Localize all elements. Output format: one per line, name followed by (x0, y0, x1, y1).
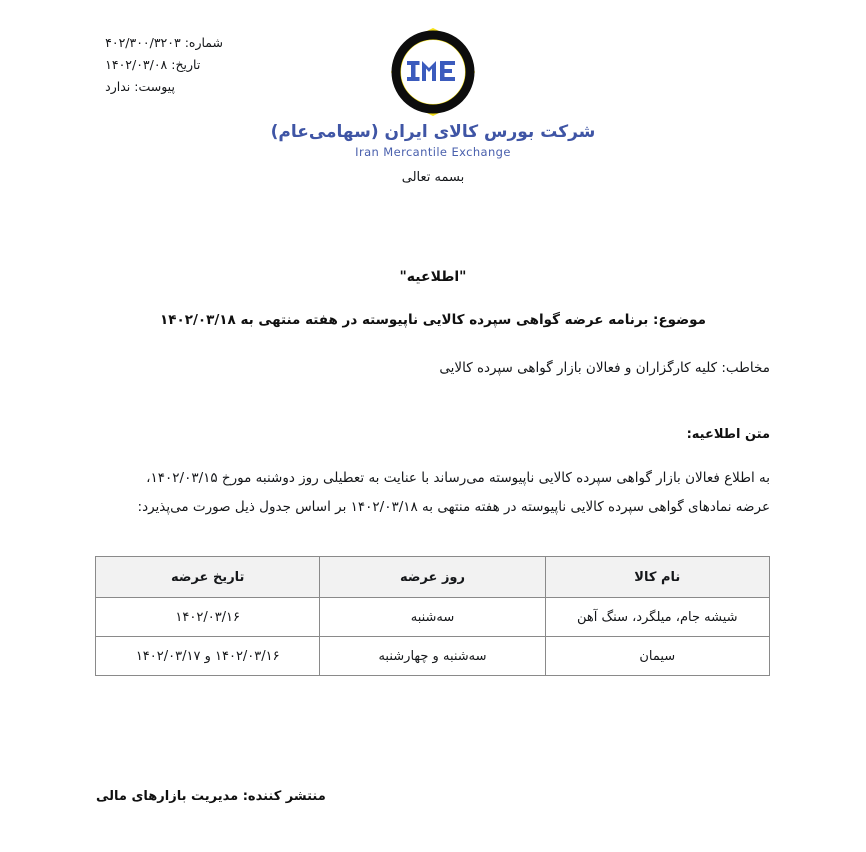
organization-logo-block (0, 26, 866, 159)
audience-line: مخاطب: کلیه کارگزاران و فعالان بازار گواهی سپرده کالایی (439, 360, 770, 376)
column-header-offer-day: روز عرضه (320, 557, 545, 598)
invocation-line: بسمه تعالی (401, 170, 465, 185)
cell-commodity-name: سیمان (545, 637, 769, 676)
column-header-commodity-name: نام کالا (545, 557, 769, 598)
publisher-text: منتشر کننده: مدیریت بازارهای مالی (96, 789, 326, 804)
document-date-value: ۱۴۰۲/۰۳/۰۸ (105, 56, 168, 72)
cell-commodity-name: شیشه جام، میلگرد، سنگ آهن (545, 598, 769, 637)
publisher-line (96, 789, 770, 804)
organization-name-en: Iran Mercantile Exchange (355, 145, 511, 160)
cell-offer-date: ۱۴۰۲/۰۳/۱۶ و ۱۴۰۲/۰۳/۱۷ (96, 637, 320, 676)
ime-logo-icon (385, 26, 481, 118)
document-number-label: شماره: (184, 35, 223, 50)
announcement-body-text (96, 464, 770, 522)
offer-schedule-table (95, 556, 770, 676)
document-date-label: تاریخ: (171, 56, 201, 72)
organization-name-fa: شرکت بورس کالای ایران (سهامی‌عام) (270, 122, 596, 142)
document-number-value: ۴۰۲/۳۰۰/۳۲۰۳ (105, 35, 181, 50)
subject-line: موضوع: برنامه عرضه گواهی سپرده کالایی ناپیوسته در هفته منتهی به ۱۴۰۲/۰۳/۱۸ (159, 312, 706, 328)
table-header-row (96, 557, 770, 598)
cell-offer-date: ۱۴۰۲/۰۳/۱۶ (96, 598, 320, 637)
document-attachment-value: ندارد (105, 78, 131, 94)
table-row (96, 598, 770, 637)
announcement-paragraph-line-2: عرضه نمادهای گواهی سپرده کالایی ناپیوسته در هفته منتهی به ۱۴۰۲/۰۳/۱۸ بر اساس جدول ذیل صورت می‌پذیرد: (137, 499, 770, 516)
table-row (96, 637, 770, 676)
document-attachment-label: پیوست: (134, 78, 175, 94)
announcement-body-label: متن اطلاعیه: (686, 427, 770, 442)
column-header-offer-date: تاریخ عرضه (96, 557, 320, 598)
cell-offer-day: سه‌شنبه و چهارشنبه (320, 637, 545, 676)
announcement-paragraph-line-1: به اطلاع فعالان بازار گواهی سپرده کالایی ناپیوسته می‌رساند با عنایت به تعطیلی روز دوشنبه مورخ ۱۴۰۲/۰۳/۱۵، (146, 470, 770, 486)
cell-offer-day: سه‌شنبه (320, 598, 545, 637)
table-body (96, 598, 770, 676)
table-head (96, 557, 770, 598)
page-title: "اطلاعیه" (399, 269, 467, 285)
